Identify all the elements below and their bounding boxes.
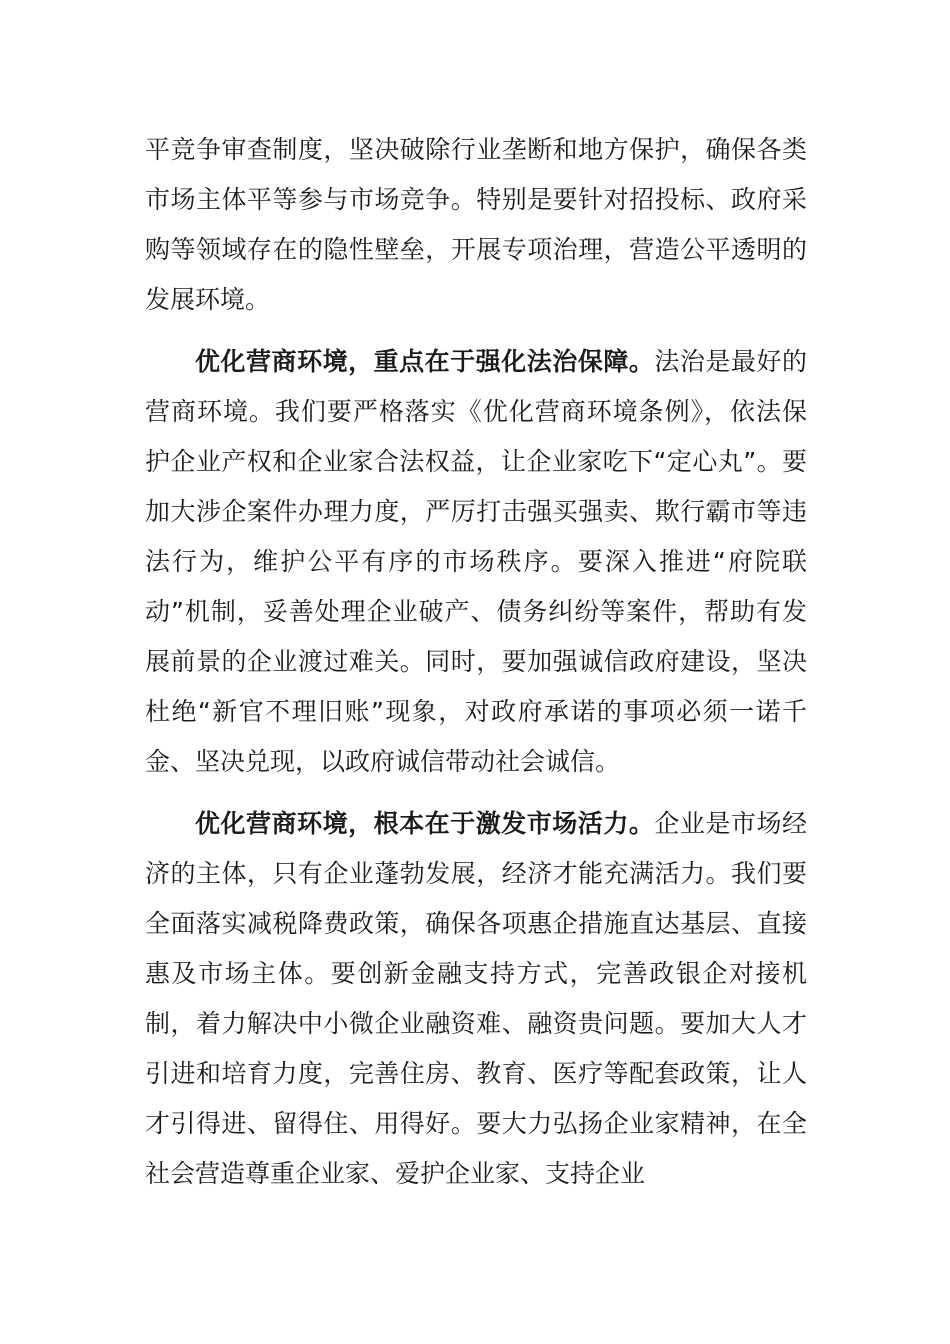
paragraph-body: 法治是最好的营商环境。我们要严格落实《优化营商环境条例》，依法保护企业产权和企业家合法权益，让企业家吃下“定心丸”。要加大涉企案件办理力度，严厉打击强买强卖、欺行霸市等违法行为，维护公平有序的市场秩序。要深入推进“府院联动”机制，妥善处理企业破产、债务纠纷等案件，帮助有发展前景的企业渡过难关。同时，要加强诚信政府建设，坚决杜绝“新官不理旧账”现象，对政府承诺的事项必须一诺千金、坚决兑现，以政府诚信带动社会诚信。	[145, 347, 807, 776]
paragraph-body: 企业是市场经济的主体，只有企业蓬勃发展，经济才能充满活力。我们要全面落实减税降费政策，确保各项惠企措施直达基层、直接惠及市场主体。要创新金融支持方式，完善政银企对接机制，着力解决中小微企业融资难、融资贵问题。要加大人才引进和培育力度，完善住房、教育、医疗等配套政策，让人才引得进、留得住、用得好。要大力弘扬企业家精神，在全社会营造尊重企业家、爱护企业家、支持企业	[145, 809, 807, 1188]
paragraph-lead: 优化营商环境，重点在于强化法治保障。	[195, 347, 655, 376]
document-page	[145, 125, 807, 1199]
paragraph-rule-of-law	[145, 337, 807, 787]
paragraph-market-vitality	[145, 799, 807, 1199]
paragraph-lead: 优化营商环境，根本在于激发市场活力。	[195, 809, 655, 838]
paragraph-body: 平竞争审查制度，坚决破除行业垄断和地方保护，确保各类市场主体平等参与市场竞争。特别是要针对招投标、政府采购等领域存在的隐性壁垒，开展专项治理，营造公平透明的发展环境。	[145, 135, 807, 314]
paragraph-continuation	[145, 125, 807, 325]
